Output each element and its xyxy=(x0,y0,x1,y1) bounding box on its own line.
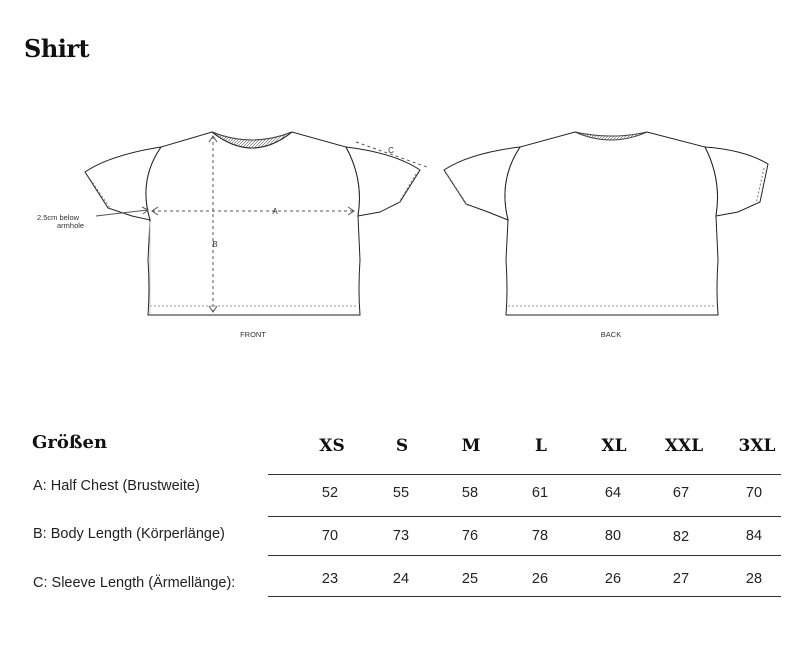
size-header-l: L xyxy=(535,436,547,456)
table-cell: 78 xyxy=(531,528,549,544)
shirt-diagram xyxy=(0,120,800,350)
table-cell: 84 xyxy=(745,528,763,544)
table-cell: 58 xyxy=(461,485,479,501)
table-cell: 82 xyxy=(672,529,690,545)
table-divider xyxy=(268,596,781,597)
table-divider xyxy=(268,516,781,517)
table-cell: 26 xyxy=(604,571,622,587)
table-cell: 67 xyxy=(672,485,690,501)
table-cell: 26 xyxy=(531,571,549,587)
table-cell: 80 xyxy=(604,528,622,544)
front-shirt xyxy=(85,132,420,315)
marker-b: B xyxy=(212,240,218,249)
front-label: FRONT xyxy=(240,330,266,339)
shirt-drawing xyxy=(0,120,800,350)
table-cell: 76 xyxy=(461,528,479,544)
table-cell: 28 xyxy=(745,571,763,587)
table-cell: 70 xyxy=(321,528,339,544)
row-label-half-chest: A: Half Chest (Brustweite) xyxy=(33,478,200,494)
table-cell: 23 xyxy=(321,571,339,587)
size-header-3xl: 3XL xyxy=(738,436,776,456)
table-divider xyxy=(268,555,781,556)
page-title: Shirt xyxy=(24,34,90,63)
front-body-outline xyxy=(146,132,360,315)
table-cell: 70 xyxy=(745,485,763,501)
size-header-xl: XL xyxy=(601,436,627,456)
table-cell: 27 xyxy=(672,571,690,587)
size-header-xxl: XXL xyxy=(664,436,704,456)
table-divider xyxy=(268,474,781,475)
sizes-heading: Größen xyxy=(32,432,108,453)
row-label-sleeve-length: C: Sleeve Length (Ärmellänge): xyxy=(33,575,236,591)
table-cell: 52 xyxy=(321,485,339,501)
back-label: BACK xyxy=(600,330,622,339)
size-header-m: M xyxy=(461,436,481,456)
size-header-xs: XS xyxy=(319,436,345,456)
armhole-note-line2: armhole xyxy=(57,221,85,230)
armhole-note-line1: 2.5cm below xyxy=(37,213,80,222)
marker-a: A xyxy=(272,207,278,216)
back-shirt xyxy=(444,132,768,315)
table-cell: 25 xyxy=(461,571,479,587)
table-cell: 61 xyxy=(531,485,549,501)
table-cell: 73 xyxy=(392,528,410,544)
table-cell: 55 xyxy=(392,485,410,501)
table-cell: 24 xyxy=(392,571,410,587)
size-header-s: S xyxy=(395,436,409,456)
marker-c: C xyxy=(388,146,394,155)
table-cell: 64 xyxy=(604,485,622,501)
back-body-outline xyxy=(505,132,718,315)
row-label-body-length: B: Body Length (Körperlänge) xyxy=(33,526,225,542)
